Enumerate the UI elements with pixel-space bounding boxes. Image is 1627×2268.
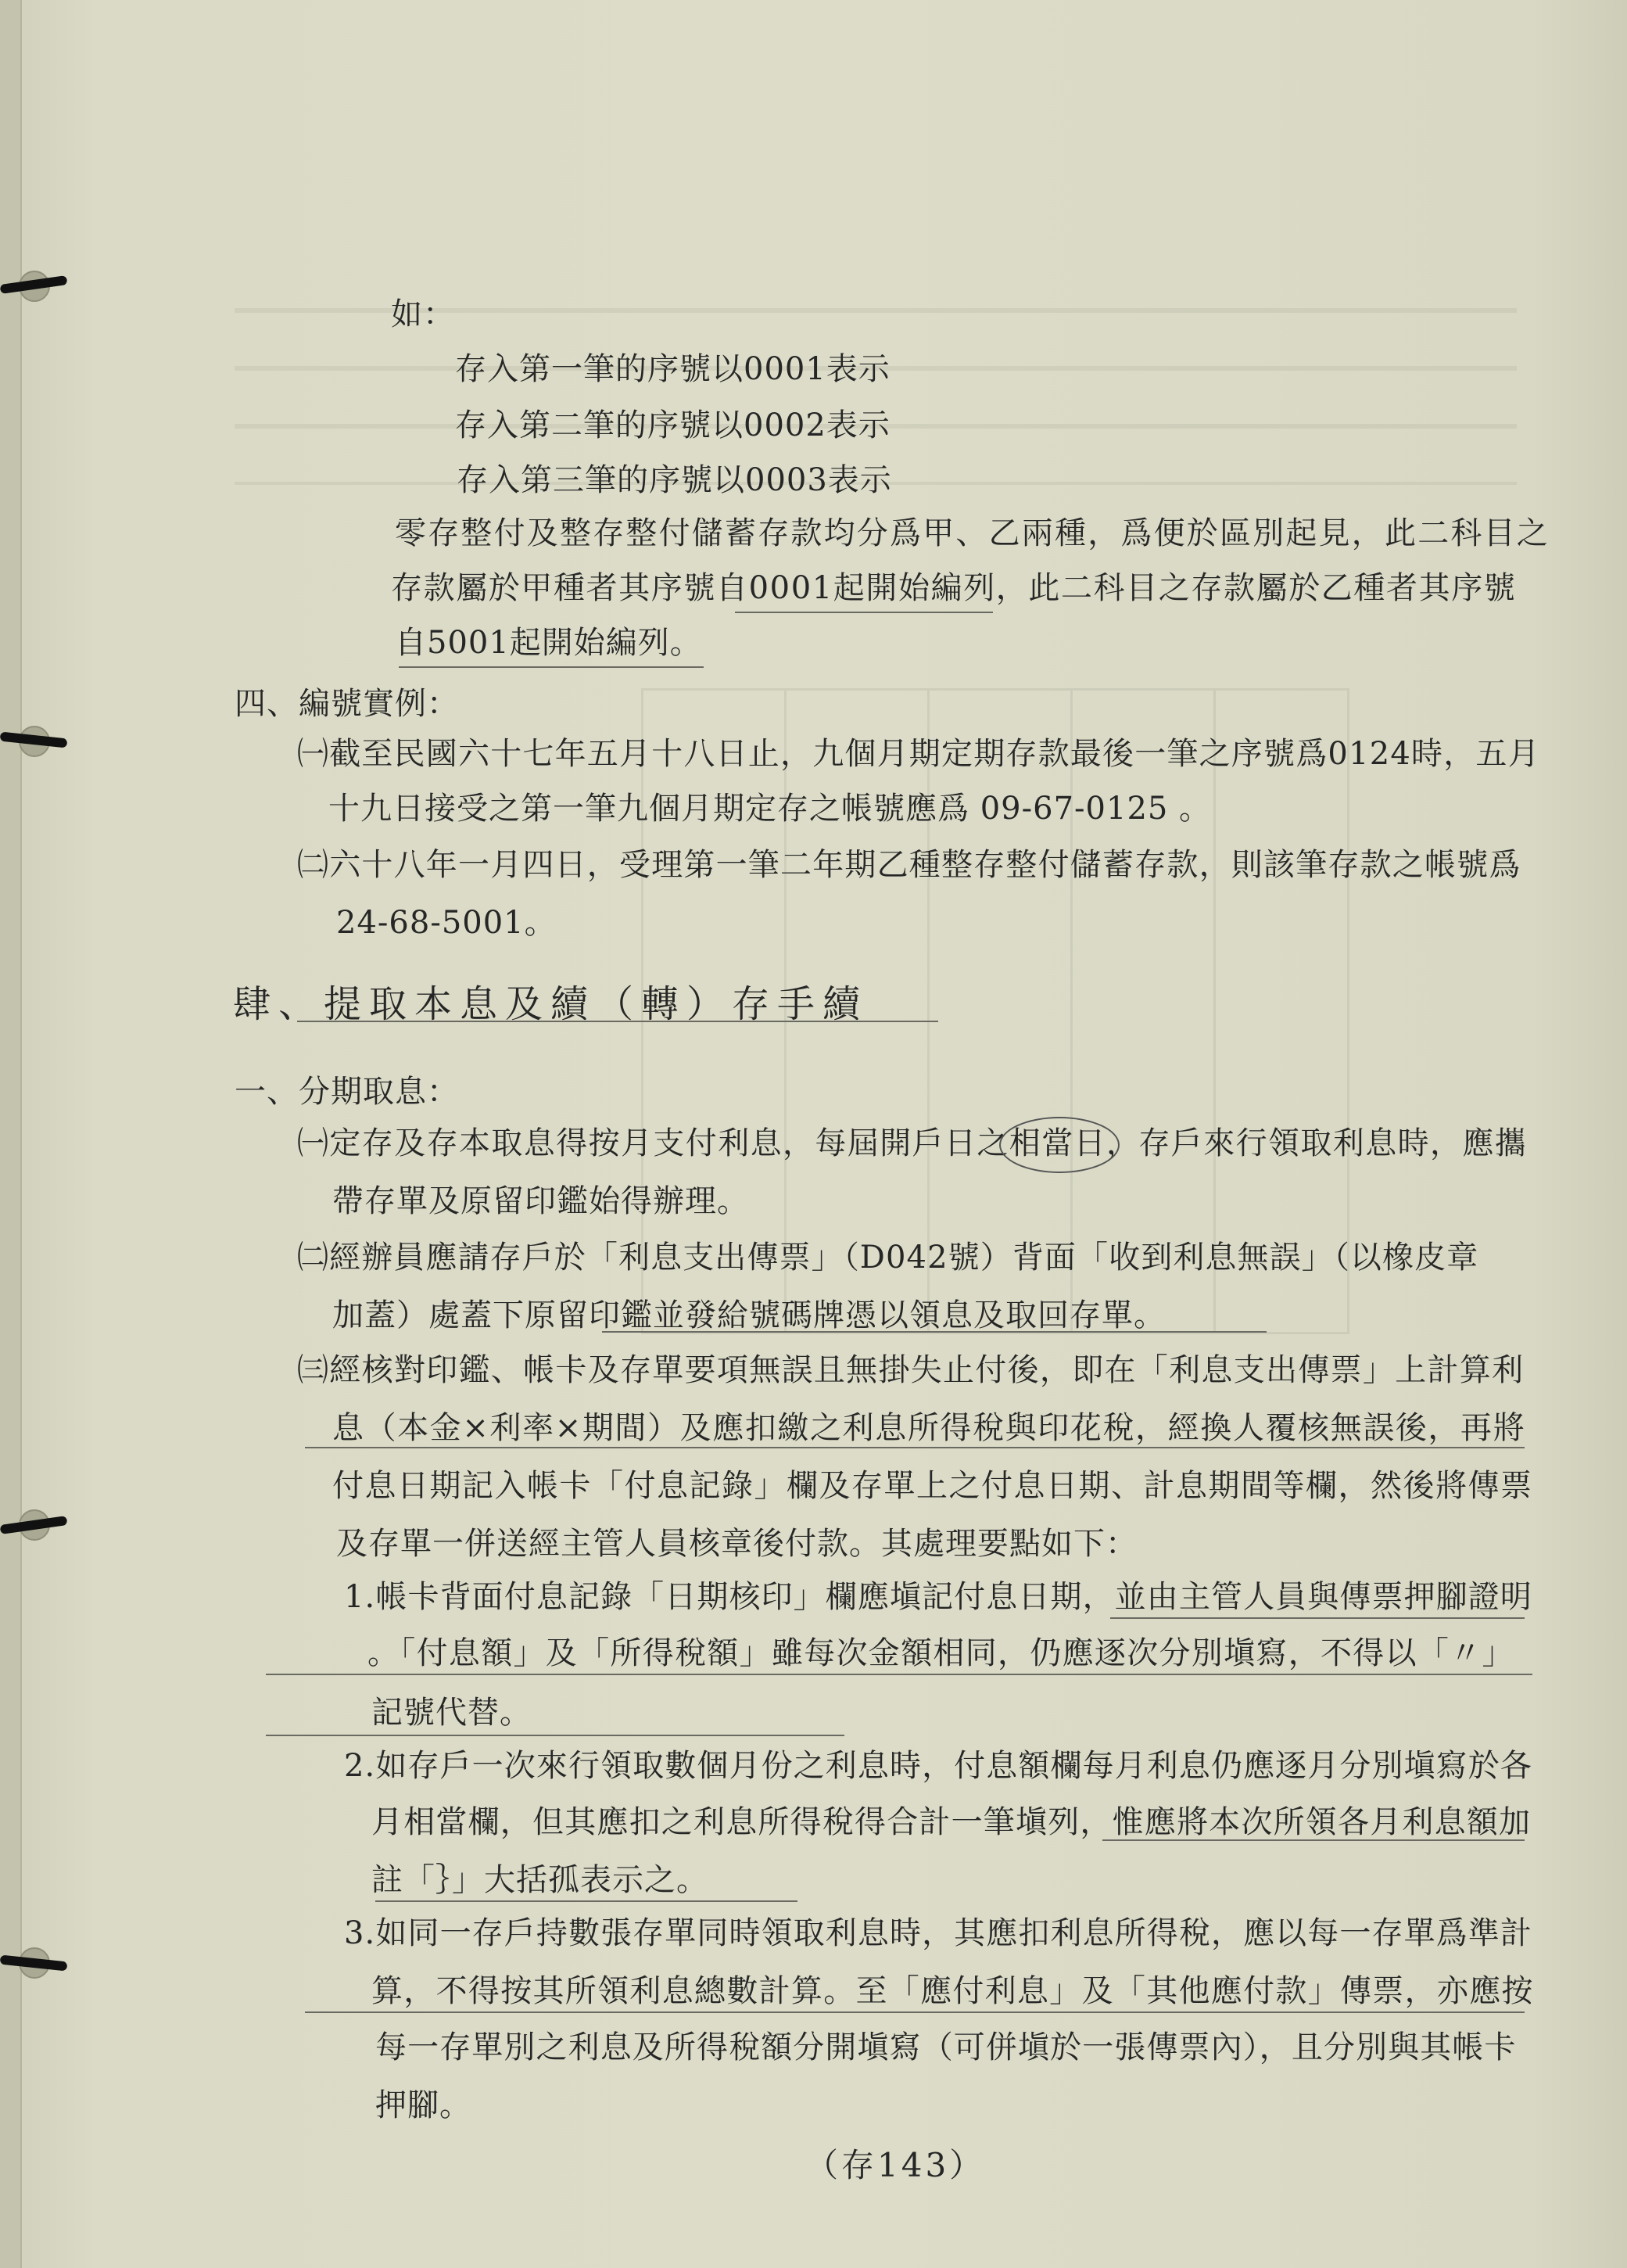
text-line: 1.帳卡背面付息記錄「日期核印」欄應塡記付息日期，並由主管人員與傳票押腳證明 [344,1579,1532,1615]
chapter-heading: 肆、提取本息及續（轉）存手續 [233,982,869,1026]
text-line: 存入第三筆的序號以0003表示 [457,462,892,498]
text-line: ㈡六十八年一月四日，受理第一筆二年期乙種整存整付儲蓄存款，則該筆存款之帳號爲 [297,847,1521,883]
text-line: 存入第一筆的序號以0001表示 [455,351,891,387]
underline [602,1331,1267,1333]
text-line: 月相當欄，但其應扣之利息所得稅得合計一筆塡列，惟應將本次所領各月利息額加 [371,1804,1532,1840]
underline [1102,1839,1525,1841]
handwritten-circle [999,1117,1120,1173]
text-line: 及存單一併送經主管人員核章後付款。其處理要點如下： [336,1526,1138,1562]
text-line: 如： [391,296,455,332]
underline [1110,1617,1525,1619]
text-line: 存入第二筆的序號以0002表示 [455,407,891,443]
section-heading: 一、分期取息： [235,1074,459,1110]
text-line: ㈢經核對印鑑、帳卡及存單要項無誤且無掛失止付後，即在「利息支出傳票」上計算利 [297,1352,1525,1388]
text-line: 24-68-5001。 [336,905,557,941]
text-line: 存款屬於甲種者其序號自0001起開始編列，此二科目之存款屬於乙種者其序號 [391,570,1517,606]
text-line: 每一存單別之利息及所得稅額分開塡寫（可併塡於一張傳票內），且分別與其帳卡 [375,2029,1517,2065]
binding-edge [0,0,22,2268]
text-line: 付息日期記入帳卡「付息記錄」欄及存單上之付息日期、計息期間等欄，然後將傳票 [332,1468,1533,1504]
page-number: （存143） [805,2146,986,2184]
text-line: 十九日接受之第一筆九個月期定存之帳號應爲 09-67-0125 。 [328,791,1212,827]
text-line: 息（本金×利率×期間）及應扣繳之利息所得稅與印花稅，經換人覆核無誤後，再將 [332,1410,1526,1446]
text-line: 自5001起開始編列。 [395,625,702,661]
underline [375,1900,797,1902]
text-line: 。「付息額」及「所得稅額」雖每次金額相同，仍應逐次分別塡寫，不得以「〃」 [367,1635,1514,1671]
underline [399,666,704,668]
text-line: ㈠截至民國六十七年五月十八日止，九個月期定期存款最後一筆之序號爲0124時，五月 [297,736,1540,772]
text-line: 2.如存戶一次來行領取數個月份之利息時，付息額欄每月利息仍應逐月分別塡寫於各 [344,1748,1532,1784]
text-line: 算，不得按其所領利息總數計算。至「應付利息」及「其他應付款」傳票，亦應按 [371,1973,1534,2009]
text-line: 零存整付及整存整付儲蓄存款均分爲甲、乙兩種，爲便於區別起見，此二科目之 [395,515,1550,551]
text-line: 加蓋）處蓋下原留印鑑並發給號碼牌憑以領息及取回存單。 [332,1297,1166,1333]
text-line: 帶存單及原留印鑑始得辦理。 [332,1183,749,1219]
text-line: 3.如同一存戶持數張存單同時領取利息時，其應扣利息所得稅，應以每一存單爲準計 [344,1915,1532,1951]
text-line: ㈡經辦員應請存戶於「利息支出傳票」（D042號）背面「收到利息無誤」（以橡皮章 [297,1240,1479,1276]
underline [266,1735,844,1736]
text-line: 記號代替。 [371,1695,532,1731]
underline [297,1021,938,1022]
text-line: ㈠定存及存本取息得按月支付利息，每屆開戶日之相當日，存戶來行領取利息時，應攜 [297,1125,1528,1161]
underline [735,612,993,613]
section-heading: 四、編號實例： [235,686,459,722]
underline [266,1674,1532,1675]
underline [305,2011,1525,2013]
underline [305,1447,1525,1448]
text-line: 押腳。 [375,2087,471,2123]
text-line: 註「｝」大括孤表示之。 [371,1862,708,1898]
